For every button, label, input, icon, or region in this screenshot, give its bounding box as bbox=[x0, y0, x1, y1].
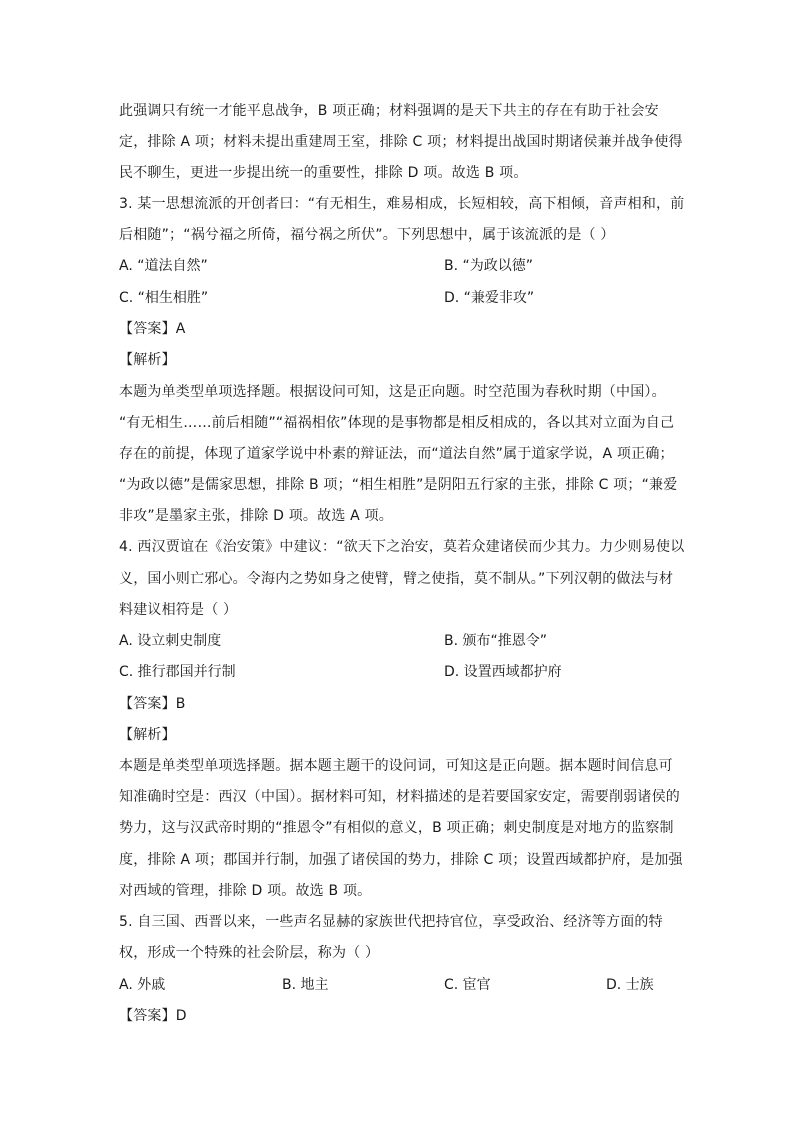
q3-analysis-line-3: 存在的前提，体现了道家学说中朴素的辩证法，而“道法自然”属于道家学说，A 项正确； bbox=[119, 446, 674, 462]
q5-option-b: B. 地主 bbox=[282, 977, 329, 993]
q4-analysis-line-5: 对西域的管理，排除 D 项。故选 B 项。 bbox=[119, 883, 372, 899]
q3-option-b: B. “为政以德” bbox=[444, 258, 534, 274]
q3-analysis-line-1: 本题为单类型单项选择题。根据设问可知，这是正向题。时空范围为春秋时期（中国）。 bbox=[119, 384, 666, 400]
q4-analysis-line-3: 势力，这与汉武帝时期的“推恩令”有相似的意义，B 项正确；刺史制度是对地方的监察制 bbox=[119, 820, 674, 836]
q4-stem-line-3: 料建议相符是（ ） bbox=[119, 602, 238, 618]
q3-analysis-line-4: “为政以德”是儒家思想，排除 B 项；“相生相胜”是阴阳五行家的主张，排除 C 项；“兼爱 bbox=[119, 477, 678, 493]
q5-option-d: D. 士族 bbox=[606, 977, 654, 993]
q4-analysis-line-4: 度，排除 A 项；郡国并行制，加强了诸侯国的势力，排除 C 项；设置西域都护府，是加强 bbox=[119, 852, 683, 868]
q5-answer: 【答案】D bbox=[119, 1008, 187, 1024]
q3-analysis-line-5: 非攻”是墨家主张，排除 D 项。故选 A 项。 bbox=[119, 508, 394, 524]
q3-answer: 【答案】A bbox=[119, 321, 186, 337]
q3-analysis-line-2: “有无相生……前后相随”“福祸相依”体现的是事物都是相反相成的，各以其对立面为自己 bbox=[119, 415, 675, 431]
prev-explanation-line-2: 定，排除 A 项；材料未提出重建周王室，排除 C 项；材料提出战国时期诸侯兼并战争使得 bbox=[119, 134, 683, 150]
prev-explanation-line-3: 民不聊生，更进一步提出统一的重要性，排除 D 项。故选 B 项。 bbox=[119, 165, 528, 181]
q4-option-d: D. 设置西域都护府 bbox=[444, 664, 562, 680]
prev-explanation-line-1: 此强调只有统一才能平息战争，B 项正确；材料强调的是天下共主的存在有助于社会安 bbox=[119, 103, 659, 119]
q4-analysis-label: 【解析】 bbox=[119, 727, 176, 743]
q4-option-c: C. 推行郡国并行制 bbox=[119, 664, 236, 680]
q3-stem-line-1: 3. 某一思想流派的开创者曰：“有无相生，难易相成，长短相较，高下相倾，音声相和，前 bbox=[119, 196, 685, 212]
q5-stem-line-1: 5. 自三国、西晋以来，一些声名显赫的家族世代把持官位，享受政治、经济等方面的特 bbox=[119, 914, 663, 930]
q5-option-a: A. 外戚 bbox=[119, 977, 166, 993]
q4-analysis-line-1: 本题是单类型单项选择题。据本题主题干的设问词，可知这是正向题。据本题时间信息可 bbox=[119, 758, 673, 774]
q4-stem-line-1: 4. 西汉贾谊在《治安策》中建议：“欲天下之治安，莫若众建诸侯而少其力。力少则易使以 bbox=[119, 539, 685, 555]
q3-option-d: D. “兼爱非攻” bbox=[444, 290, 535, 306]
q4-analysis-line-2: 知准确时空是：西汉（中国）。据材料可知，材料描述的是若要国家安定，需要削弱诸侯的 bbox=[119, 789, 680, 805]
q3-analysis-label: 【解析】 bbox=[119, 352, 176, 368]
q4-stem-line-2: 义，国小则亡邪心。令海内之势如身之使臂，臂之使指，莫不制从。”下列汉朝的做法与材 bbox=[119, 571, 674, 587]
q3-option-c: C. “相生相胜” bbox=[119, 290, 209, 306]
q3-option-a: A. “道法自然” bbox=[119, 258, 208, 274]
q4-option-b: B. 颁布“推恩令” bbox=[444, 633, 548, 649]
q4-option-a: A. 设立刺史制度 bbox=[119, 633, 222, 649]
q3-stem-line-2: 后相随”；“祸兮福之所倚，福兮祸之所伏”。下列思想中，属于该流派的是（ ） bbox=[119, 227, 615, 243]
q5-stem-line-2: 权，形成一个特殊的社会阶层，称为（ ） bbox=[119, 945, 380, 961]
q4-answer: 【答案】B bbox=[119, 696, 186, 712]
q5-option-c: C. 宦官 bbox=[444, 977, 491, 993]
